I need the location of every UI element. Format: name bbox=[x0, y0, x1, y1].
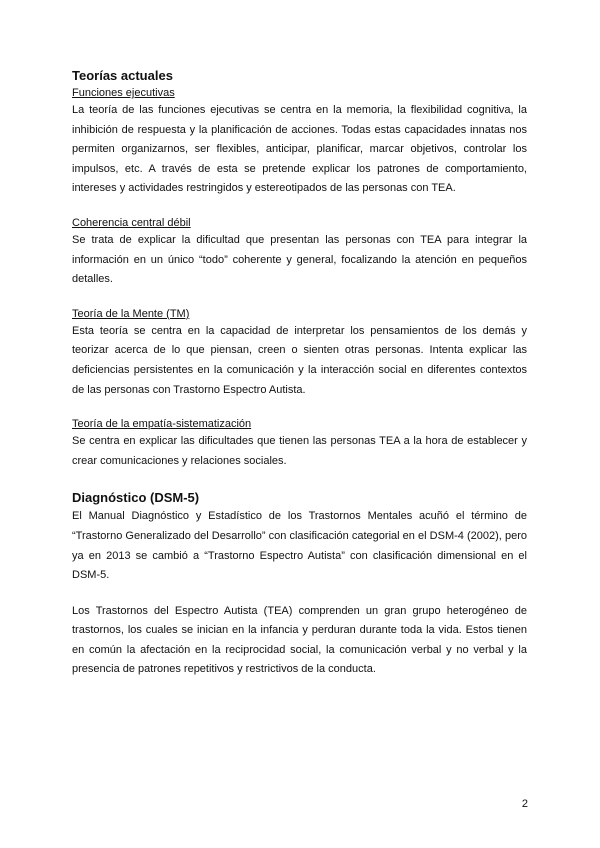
page-number: 2 bbox=[521, 798, 528, 810]
paragraph-diagnostico-2: Los Trastornos del Espectro Autista (TEA) comprenden un gran grupo heterogéneo de trastornos, los cuales se inician en la infancia y perduran durante toda la vida. Estos tienen en común la afectación en la reciprocidad social, la comunicación verbal y no verbal y la presencia de patrones repetitivos y restrictivos de la conducta. bbox=[72, 604, 527, 676]
spacer bbox=[72, 199, 527, 215]
document-page bbox=[72, 67, 527, 680]
spacer bbox=[72, 400, 527, 416]
paragraph-diagnostico-1: El Manual Diagnóstico y Estadístico de los Trastornos Mentales acuñó el término de “Trastorno Generalizado del Desarrollo” con clasificación categorial en el DSM-4 (2002), pero ya en 2013 se cambió a “Trastorno Espectro Autista” con clasificación dimensional en el DSM-5. bbox=[72, 510, 527, 582]
subtitle-teoria-mente: Teoría de la Mente (TM) bbox=[72, 307, 190, 320]
paragraph-funciones-ejecutivas: La teoría de las funciones ejecutivas se centra en la memoria, la flexibilidad cognitiva, la inhibición de respuesta y la planificación de acciones. Todas estas capacidades innatas nos permiten organizarnos, ser flexibles, anticipar, planificar, marcar objetivos, controlar los impulsos, etc. A través de esta se pretende explicar los patrones de comportamiento, intereses y actividades restringidos y estereotipados de las personas con TEA. bbox=[72, 104, 527, 195]
spacer bbox=[72, 471, 527, 489]
section-title-teorias: Teorías actuales bbox=[72, 68, 173, 83]
paragraph-coherencia-central: Se trata de explicar la dificultad que presentan las personas con TEA para integrar la información en un único “todo” coherente y general, focalizando la atención en pequeños detalles. bbox=[72, 233, 527, 286]
subtitle-coherencia-central: Coherencia central débil bbox=[72, 216, 191, 229]
paragraph-empatia-sistematizacion: Se centra en explicar las dificultades que tienen las personas TEA a la hora de establecer y crear comunicaciones y relaciones sociales. bbox=[72, 435, 527, 467]
subtitle-funciones-ejecutivas: Funciones ejecutivas bbox=[72, 87, 175, 99]
spacer bbox=[72, 290, 527, 306]
paragraph-teoria-mente: Esta teoría se centra en la capacidad de interpretar los pensamientos de los demás y teorizar acerca de lo que piensan, creen o sienten otras personas. Intenta explicar las deficiencias persistentes en la comunicación y la interacción social en diferentes contextos de las personas con Trastorno Espectro Autista. bbox=[72, 324, 527, 396]
section-title-diagnostico: Diagnóstico (DSM-5) bbox=[72, 490, 200, 506]
subtitle-empatia-sistematizacion: Teoría de la empatía-sistematización bbox=[72, 418, 252, 431]
spacer bbox=[72, 586, 527, 602]
